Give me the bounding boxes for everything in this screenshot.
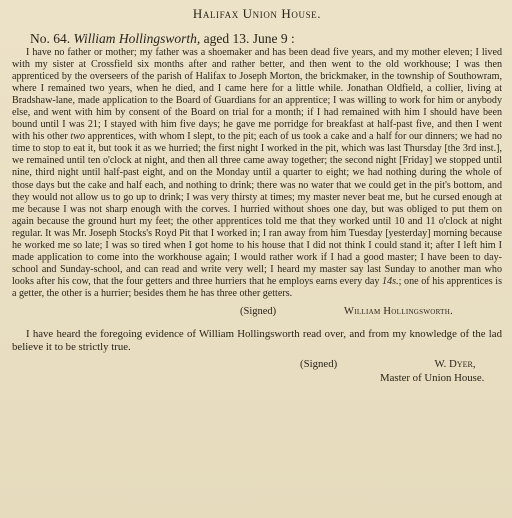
testimony-part-2: apprentices, with whom I slept, to the pit; each of us took a cake and a half for our dinners; we had no time to stop to eat it, but took it as we hurried; the first night I worked in the pit, which was last Thursday [the 3rd inst.], we remained until ten o'clock at night, and then all three came away together; the second night [Friday] we stopped until nine, third night until half-past eight, and on the Monday until a quarter to eight; we had nothing during the whole of those days but the cake and half each, and nothing to drink; there was no water that we could get in the pit's bottom, and they would not allow us to go up to drink; I was very thirsty at times; my master never beat me, but he cursed enough at me because I was not sharp enough with the corves. I hurried without shoes one day, but was obliged to put them on again because the ground hurt my feet; the other apprentices told me that they worked until 10 and 11 o'clock at night regular. It was Mr. Joseph Stocks's Royd Pit that I worked in; I ran away from him Tuesday [yesterday] morning because he worked me so late; I was so tired when I got home to his house that I did not think I could stand it; after I left him I made application to come into the workhouse again; I would rather work if I had a good master; I have been to day-school and Sunday-school, and can read and write very well; I heard my master say last Sunday to another man who looks after his cow, that the four getters and three hurriers that he employs earns every day bbox=[12, 131, 502, 287]
signed-label-2: (Signed) bbox=[300, 357, 338, 370]
signed-label: (Signed) bbox=[240, 305, 277, 317]
master-title: Master of Union House. bbox=[380, 371, 485, 384]
attestation-paragraph: I have heard the foregoing evidence of William Hollingsworth read over, and from my knowledge of the lad believe it to be strictly true. bbox=[12, 327, 502, 353]
testimony-italic-1: two bbox=[70, 131, 86, 143]
testimony-part-1: I have no father or mother; my father was a shoemaker and has been dead five years, and my mother eleven; I lived with my sister at Crossfield six months after and rather better, and then went to the old workhouse; I was then apprenticed by the overseers of the parish of Halifax to Joseph Morton, the brickmaker, in the township of Southowram, where I remained two years, when he died, and I came here for a little while. Jonathan Oldfield, a collier, living at Bradshaw-lane, made application to the Board of Guardians for an apprentice; I was willing to work for him or anybody else, and went with him by consent of the Board on trial for a month; if I had remained with him I should have been bound until I was 21; I stayed with him five days; he gave me porridge for breakfast at half-past five, and then I went with his other bbox=[12, 47, 502, 143]
witness-signature bbox=[12, 306, 502, 320]
signer-name: William Hollingsworth. bbox=[344, 305, 454, 317]
page-heading: Halifax Union House. bbox=[192, 6, 322, 21]
testimony-part-3: ; one of his apprentices is a getter, the other is a hurrier; besides them he has three other getters. bbox=[12, 275, 503, 299]
entry-header bbox=[30, 31, 502, 46]
master-name: W. Dyer, bbox=[434, 357, 476, 370]
witness-age: aged 13. bbox=[203, 31, 250, 46]
testimony-paragraph bbox=[12, 47, 502, 300]
master-signature bbox=[12, 358, 502, 388]
testimony-italic-2: 14s. bbox=[382, 275, 399, 287]
entry-number: No. 64. bbox=[30, 31, 71, 46]
witness-name: William Hollingsworth, bbox=[73, 31, 201, 46]
entry-date: June 9 : bbox=[252, 31, 295, 46]
